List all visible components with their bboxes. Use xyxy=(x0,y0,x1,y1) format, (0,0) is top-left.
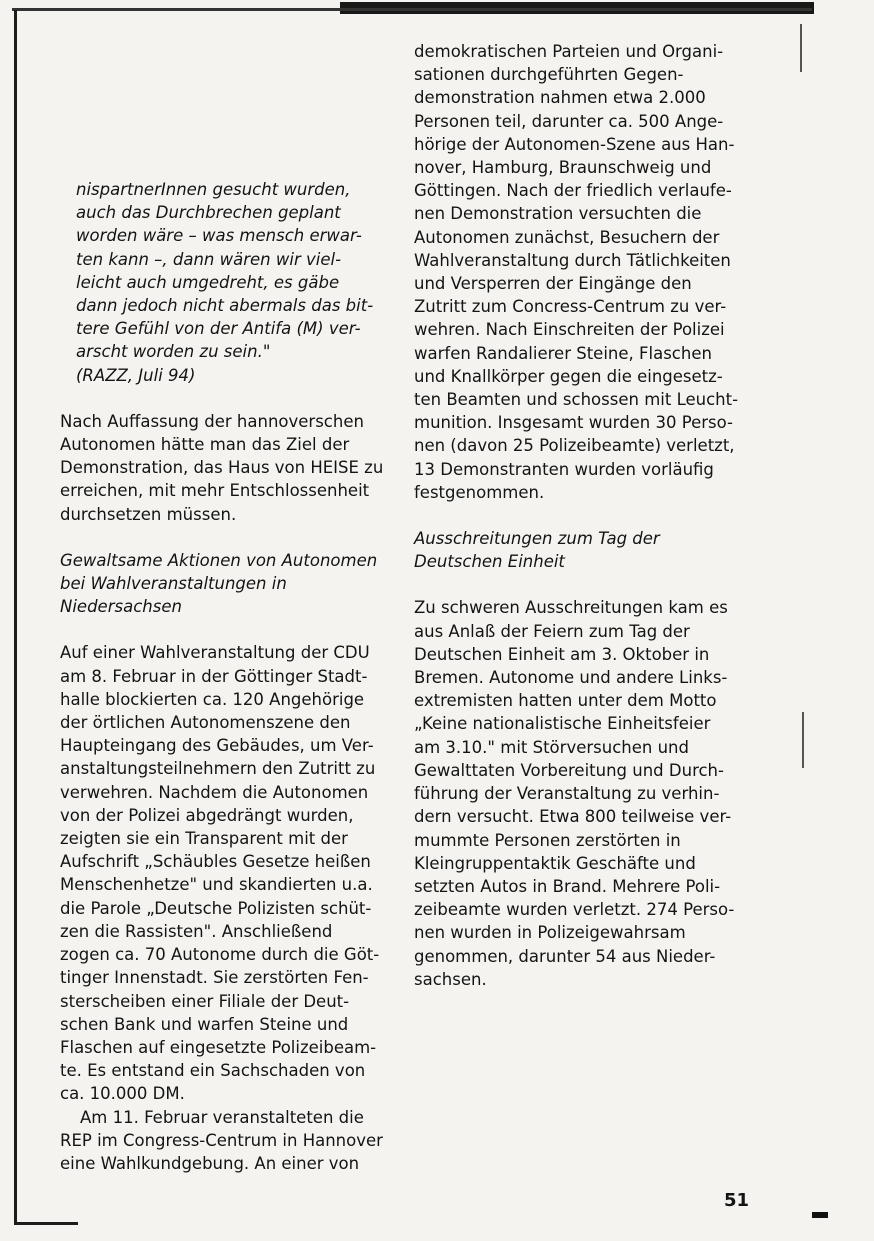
scan-corner-mark xyxy=(812,1212,828,1218)
text-line: (RAZZ, Juli 94) xyxy=(76,365,196,385)
text-line: zeigten sie ein Transparent mit der xyxy=(60,829,348,849)
text-line: leicht auch umgedreht, es gäbe xyxy=(76,272,340,292)
text-line: REP im Congress-Centrum in Hannover xyxy=(60,1130,383,1150)
text-line: sationen durchgeführten Gegen- xyxy=(414,65,684,85)
text-line: eine Wahlkundgebung. An einer von xyxy=(60,1153,360,1173)
text-line: Zu schweren Ausschreitungen kam es xyxy=(414,598,728,618)
text-line: aus Anlaß der Feiern zum Tag der xyxy=(414,621,690,641)
text-line: bei Wahlveranstaltungen in xyxy=(60,574,287,594)
text-line: Autonomen zunächst, Besuchern der xyxy=(414,227,720,247)
text-line: Deutschen Einheit xyxy=(414,552,565,572)
text-line: extremisten hatten unter dem Motto xyxy=(414,691,717,711)
scan-border-left xyxy=(14,10,17,1225)
text-line: genommen, darunter 54 aus Nieder- xyxy=(414,946,716,966)
text-line: dann jedoch nicht abermals das bit- xyxy=(76,296,374,316)
text-line: Am 11. Februar veranstalteten die xyxy=(80,1107,364,1127)
text-line: „Keine nationalistische Einheitsfeier xyxy=(414,714,711,734)
text-line: Autonomen hätte man das Ziel der xyxy=(60,435,350,455)
text-line: Haupteingang des Gebäudes, um Ver- xyxy=(60,736,374,756)
text-line: verwehren. Nachdem die Autonomen xyxy=(60,782,369,802)
text-line: halle blockierten ca. 120 Angehörige xyxy=(60,689,365,709)
text-line: sachsen. xyxy=(414,969,487,989)
text-line: setzten Autos in Brand. Mehrere Poli- xyxy=(414,876,721,896)
text-line: nover, Hamburg, Braunschweig und xyxy=(414,158,712,178)
text-line: von der Polizei abgedrängt wurden, xyxy=(60,805,354,825)
text-line: 13 Demonstranten wurden vorläufig xyxy=(414,459,714,479)
page-number: 51 xyxy=(724,1190,750,1211)
text-line: ten Beamten und schossen mit Leucht- xyxy=(414,390,739,410)
text-line: mummte Personen zerstörten in xyxy=(414,830,681,850)
section-heading xyxy=(60,549,390,619)
text-line: Ausschreitungen zum Tag der xyxy=(414,529,660,549)
text-line: zeibeamte wurden verletzt. 274 Perso- xyxy=(414,900,735,920)
text-line: arscht worden zu sein." xyxy=(76,342,271,362)
text-line: Auf einer Wahlveranstaltung der CDU xyxy=(60,643,370,663)
spacer xyxy=(60,618,390,641)
text-line: warfen Randalierer Steine, Flaschen xyxy=(414,343,712,363)
text-line: hörige der Autonomen-Szene aus Han- xyxy=(414,134,735,154)
text-line: sterscheiben einer Filiale der Deut- xyxy=(60,991,350,1011)
paragraph xyxy=(414,596,754,990)
text-line: durchsetzen müssen. xyxy=(60,504,237,524)
text-line: festgenommen. xyxy=(414,482,545,502)
text-line: ten kann –, dann wären wir viel- xyxy=(76,249,342,269)
text-line: Zutritt zum Concress-Centrum zu ver- xyxy=(414,297,727,317)
text-line: der örtlichen Autonomenszene den xyxy=(60,713,351,733)
paragraph xyxy=(60,1106,390,1176)
text-line: Gewalttaten Vorbereitung und Durch- xyxy=(414,760,724,780)
text-line: te. Es entstand ein Sachschaden von xyxy=(60,1061,366,1081)
scan-mark-right-middle xyxy=(802,712,804,768)
text-line: am 8. Februar in der Göttinger Stadt- xyxy=(60,666,368,686)
right-column xyxy=(414,40,754,991)
text-line: demonstration nahmen etwa 2.000 xyxy=(414,88,706,108)
text-line: nen Demonstration versuchten die xyxy=(414,204,702,224)
text-line: Bremen. Autonome und andere Links- xyxy=(414,668,728,688)
paragraph xyxy=(60,641,390,1105)
paragraph xyxy=(414,40,754,504)
spacer xyxy=(60,526,390,549)
quote-block xyxy=(76,178,390,387)
text-line: Personen teil, darunter ca. 500 Ange- xyxy=(414,111,724,131)
text-line: demokratischen Parteien und Organi- xyxy=(414,42,724,61)
text-line: dern versucht. Etwa 800 teilweise ver- xyxy=(414,807,732,827)
section-heading xyxy=(414,527,754,573)
text-line: die Parole „Deutsche Polizisten schüt- xyxy=(60,898,372,918)
spacer xyxy=(414,573,754,596)
text-line: führung der Veranstaltung zu verhin- xyxy=(414,784,720,804)
text-line: ca. 10.000 DM. xyxy=(60,1084,185,1104)
paragraph xyxy=(60,410,390,526)
text-line: munition. Insgesamt wurden 30 Perso- xyxy=(414,413,733,433)
text-line: erreichen, mit mehr Entschlossenheit xyxy=(60,481,370,501)
text-line: Flaschen auf eingesetzte Polizeibeam- xyxy=(60,1037,377,1057)
text-line: schen Bank und warfen Steine und xyxy=(60,1014,349,1034)
scan-border-top xyxy=(12,8,812,11)
text-line: auch das Durchbrechen geplant xyxy=(76,203,341,223)
text-line: zen die Rassisten". Anschließend xyxy=(60,921,333,941)
text-line: Gewaltsame Aktionen von Autonomen xyxy=(60,550,378,570)
text-line: Kleingruppentaktik Geschäfte und xyxy=(414,853,696,873)
text-line: nen (davon 25 Polizeibeamte) verletzt, xyxy=(414,436,735,456)
text-line: Menschenhetze" und skandierten u.a. xyxy=(60,875,373,895)
text-line: am 3.10." mit Störversuchen und xyxy=(414,737,689,757)
text-line: Aufschrift „Schäubles Gesetze heißen xyxy=(60,852,371,872)
text-line: nen wurden in Polizeigewahrsam xyxy=(414,923,686,943)
text-line: worden wäre – was mensch erwar- xyxy=(76,226,362,246)
text-line: nispartnerInnen gesucht wurden, xyxy=(76,180,351,199)
text-line: und Knallkörper gegen die eingesetz- xyxy=(414,366,723,386)
scan-mark-right-top xyxy=(800,24,802,72)
spacer xyxy=(414,504,754,527)
text-line: anstaltungsteilnehmern den Zutritt zu xyxy=(60,759,376,779)
text-line: Wahlveranstaltung durch Tätlichkeiten xyxy=(414,250,731,270)
text-line: und Versperren der Eingänge den xyxy=(414,274,692,294)
left-column xyxy=(60,178,390,1175)
text-line: wehren. Nach Einschreiten der Polizei xyxy=(414,320,725,340)
text-line: Nach Auffassung der hannoverschen xyxy=(60,411,364,431)
text-line: tere Gefühl von der Antifa (M) ver- xyxy=(76,319,361,339)
text-line: zogen ca. 70 Autonome durch die Göt- xyxy=(60,945,380,965)
scan-border-bottom-tick xyxy=(14,1222,78,1225)
text-line: Demonstration, das Haus von HEISE zu xyxy=(60,458,384,478)
text-line: Göttingen. Nach der friedlich verlaufe- xyxy=(414,181,732,201)
text-line: tinger Innenstadt. Sie zerstörten Fen- xyxy=(60,968,369,988)
spacer xyxy=(60,387,390,410)
text-line: Niedersachsen xyxy=(60,597,182,617)
text-line: Deutschen Einheit am 3. Oktober in xyxy=(414,644,710,664)
